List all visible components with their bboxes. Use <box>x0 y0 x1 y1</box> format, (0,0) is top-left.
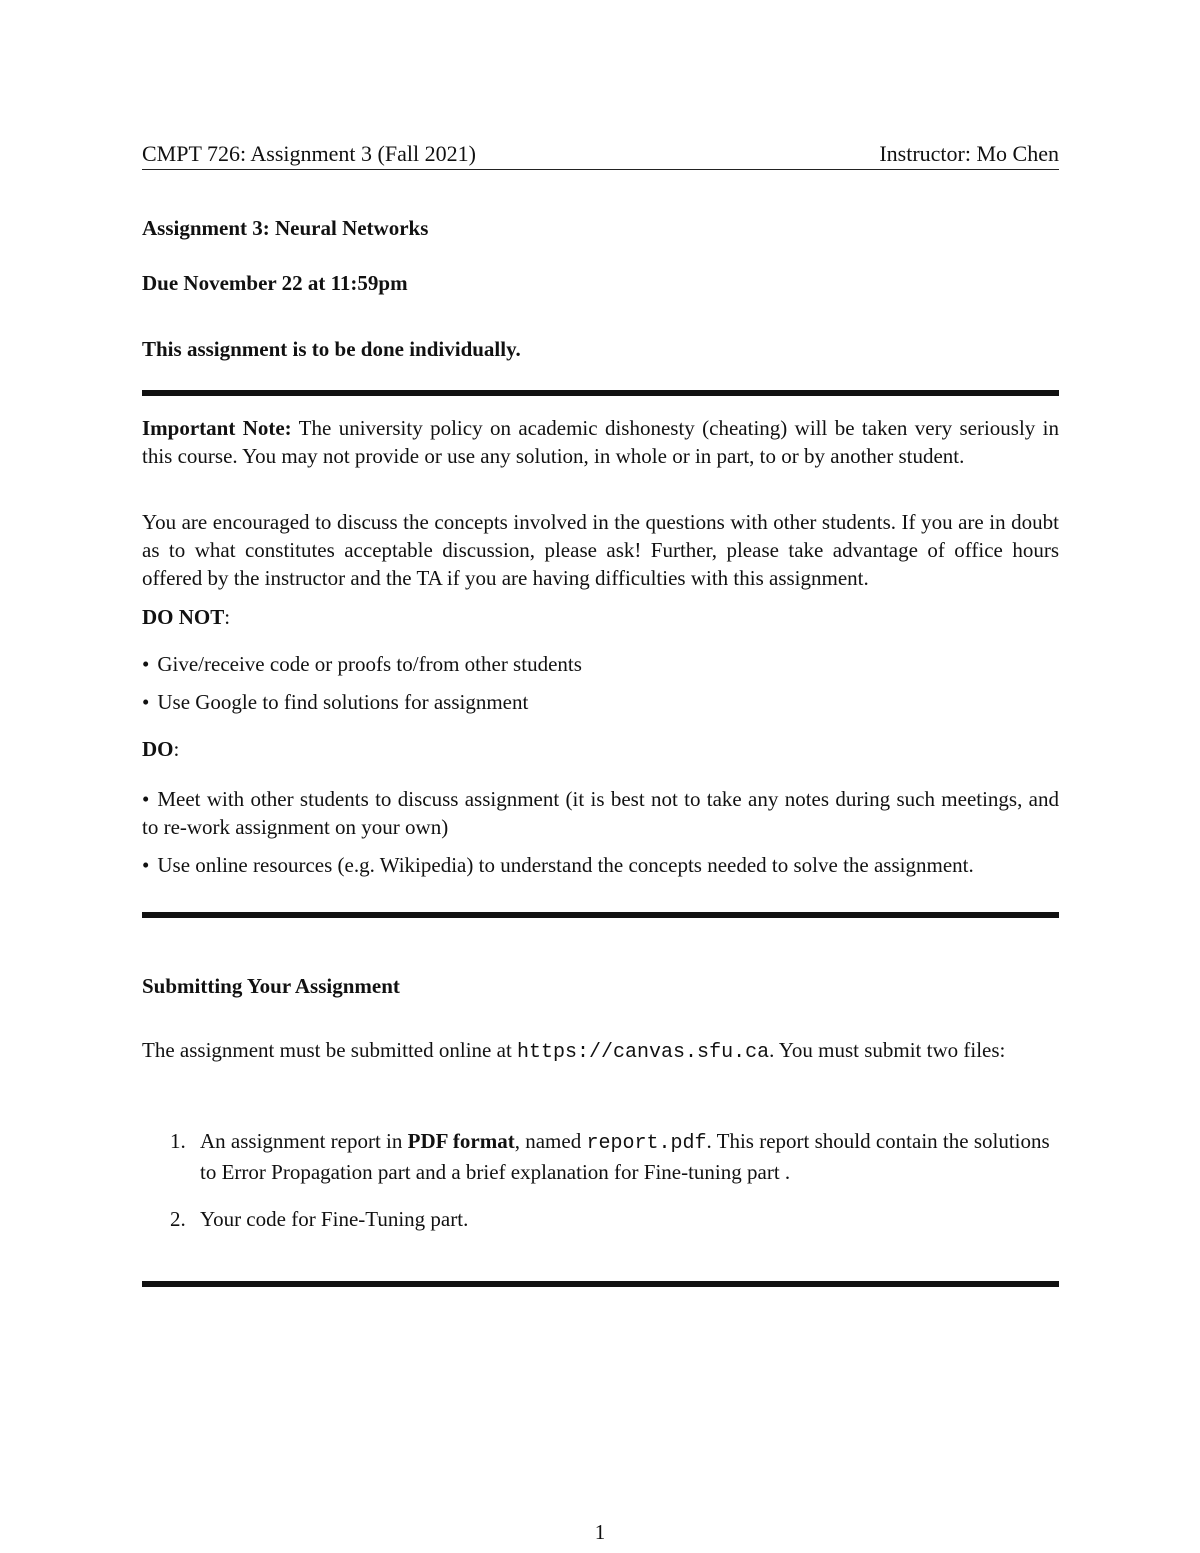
list-item-text: Use online resources (e.g. Wikipedia) to understand the concepts needed to solve the assignment. <box>157 853 974 877</box>
important-note <box>142 414 1059 470</box>
list-item <box>142 851 1059 879</box>
page-header <box>142 140 1059 170</box>
list-number: 1. <box>170 1129 186 1153</box>
divider-rule-3 <box>142 1281 1059 1287</box>
course-title: CMPT 726: Assignment 3 (Fall 2021) <box>142 141 476 166</box>
divider-rule-2 <box>142 912 1059 918</box>
important-note-label: Important Note: <box>142 416 292 440</box>
list-item <box>142 785 1059 841</box>
submitting-heading: Submitting Your Assignment <box>142 974 400 998</box>
list-item <box>142 688 1059 716</box>
do-heading: DO: <box>142 737 180 761</box>
list-item-text: Give/receive code or proofs to/from other students <box>157 652 582 676</box>
bullet-icon: • <box>142 652 150 676</box>
do-not-heading: DO NOT: <box>142 605 231 629</box>
individual-notice: This assignment is to be done individually. <box>142 337 521 361</box>
list-item <box>170 1127 1059 1186</box>
list-number: 2. <box>170 1207 186 1231</box>
list-item-text: Your code for Fine-Tuning part. <box>200 1207 469 1231</box>
list-item-text: Use Google to find solutions for assignment <box>157 690 529 714</box>
assignment-title: Assignment 3: Neural Networks <box>142 216 429 240</box>
list-item-text: Meet with other students to discuss assignment (it is best not to take any notes during such meetings, and to re-work assignment on your own) <box>142 787 1059 839</box>
encouragement-paragraph: You are encouraged to discuss the concepts involved in the questions with other students. If you are in doubt as to what constitutes acceptable discussion, please ask! Further, please take advantage of office hours offered by the instructor and the TA if you are having difficulties with this assignment. <box>142 510 1059 590</box>
page-number: 1 <box>594 1520 606 1544</box>
divider-rule-1 <box>142 390 1059 396</box>
list-item-text: An assignment report in PDF format, named report.pdf. This report should contain the solutions to Error Propagation part and a brief explanation for Fine-tuning part . <box>200 1129 1050 1184</box>
list-item <box>170 1205 1059 1233</box>
report-filename: report.pdf <box>586 1132 707 1155</box>
bullet-icon: • <box>142 690 150 714</box>
canvas-url: https://canvas.sfu.ca <box>517 1041 770 1064</box>
list-item <box>142 650 1059 678</box>
bullet-icon: • <box>142 853 150 877</box>
submitting-intro: The assignment must be submitted online at https://canvas.sfu.ca. You must submit two files: <box>142 1038 1006 1064</box>
important-note-text: The university policy on academic dishonesty (cheating) will be taken very seriously in this course. You may not provide or use any solution, in whole or in part, to or by another student. <box>142 416 1059 468</box>
due-date: Due November 22 at 11:59pm <box>142 271 408 295</box>
bullet-icon: • <box>142 787 150 811</box>
instructor-name: Instructor: Mo Chen <box>879 141 1059 166</box>
